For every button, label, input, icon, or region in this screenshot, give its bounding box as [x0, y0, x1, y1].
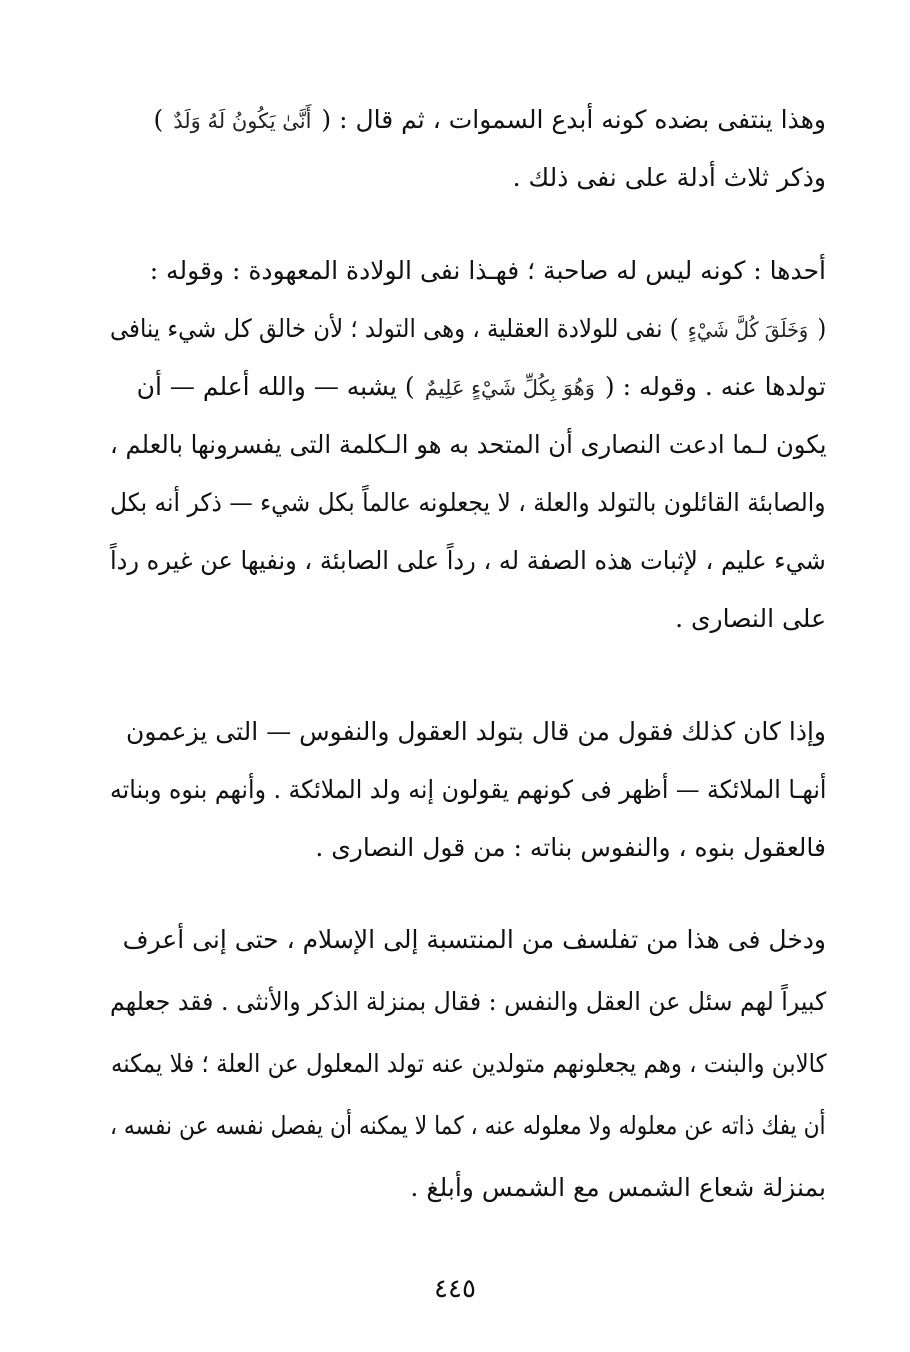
page-number: ٤٤٥	[434, 1274, 476, 1304]
paragraph-3	[110, 717, 826, 887]
text-line: شيء عليم ، لإثبات هذه الصفة له ، رداً على الصابئة ، ونفيها عن غيره رداً	[110, 546, 826, 575]
quran-verse: وَخَلَقَ كُلَّ شَيْءٍ	[687, 318, 808, 342]
line-text-before: (	[817, 314, 826, 343]
text-line: أنهـا الملائكة — أظهر فى كونهم يقولون إنه ولد الملائكة . وأنهم بنوه وبناته	[109, 775, 826, 804]
text-line: بمنزلة شعاع الشمس مع الشمس وأبلغ .	[410, 1173, 826, 1202]
line-text-after: )	[153, 105, 164, 134]
text-line: يكون لـما ادعت النصارى أن المتحد به هو الـكلمة التى يفسرونها بالعلم ،	[109, 430, 826, 459]
quran-verse: أَنَّىٰ يَكُونُ لَهُ وَلَدٌ	[173, 109, 312, 133]
line-text-before: وهذا ينتفى بضده كونه أبدع السموات ، ثم قال : (	[321, 105, 826, 134]
text-line: على النصارى .	[675, 604, 826, 633]
line-text-after: ) يشبه — والله أعلم — أن	[136, 372, 415, 401]
line-text-after: ) نفى للولادة العقلية ، وهى التولد ؛ لأن خالق كل شيء ينافى	[109, 314, 679, 343]
text-line: أحدها : كونه ليس له صاحبة ؛ فهـذا نفى الولادة المعهودة : وقوله :	[149, 256, 826, 285]
text-line: وذكر ثلاث أدلة على نفى ذلك .	[512, 163, 826, 192]
quran-verse: وَهُوَ بِكُلِّ شَيْءٍ عَلِيمٌ	[424, 376, 595, 400]
paragraph-4	[110, 925, 826, 1225]
line-text-before: تولدها عنه . وقوله : (	[604, 372, 826, 401]
text-line: كبيراً لهم سئل عن العقل والنفس : فقال بمنزلة الذكر والأنثى . فقد جعلهم	[109, 987, 826, 1016]
paragraph-1	[110, 105, 826, 215]
text-line	[154, 105, 827, 134]
text-line	[110, 314, 826, 343]
text-line	[137, 372, 826, 401]
paragraph-2	[110, 256, 826, 676]
text-line: ودخل فى هذا من تفلسف من المنتسبة إلى الإسلام ، حتى إنى أعرف	[122, 925, 826, 954]
text-line: فالعقول بنوه ، والنفوس بناته : من قول النصارى .	[315, 833, 826, 862]
text-line: والصابئة القائلون بالتولد والعلة ، لا يجعلونه عالماً بكل شيء — ذكر أنه بكل	[110, 488, 826, 517]
text-line: وإذا كان كذلك فقول من قال بتولد العقول والنفوس — التى يزعمون	[125, 717, 826, 746]
text-line: أن يفك ذاته عن معلوله ولا معلوله عنه ، كما لا يمكنه أن يفصل نفسه عن نفسه ،	[110, 1111, 826, 1140]
text-line: كالابن والبنت ، وهم يجعلونهم متولدين عنه تولد المعلول عن العلة ؛ فلا يمكنه	[110, 1049, 826, 1078]
